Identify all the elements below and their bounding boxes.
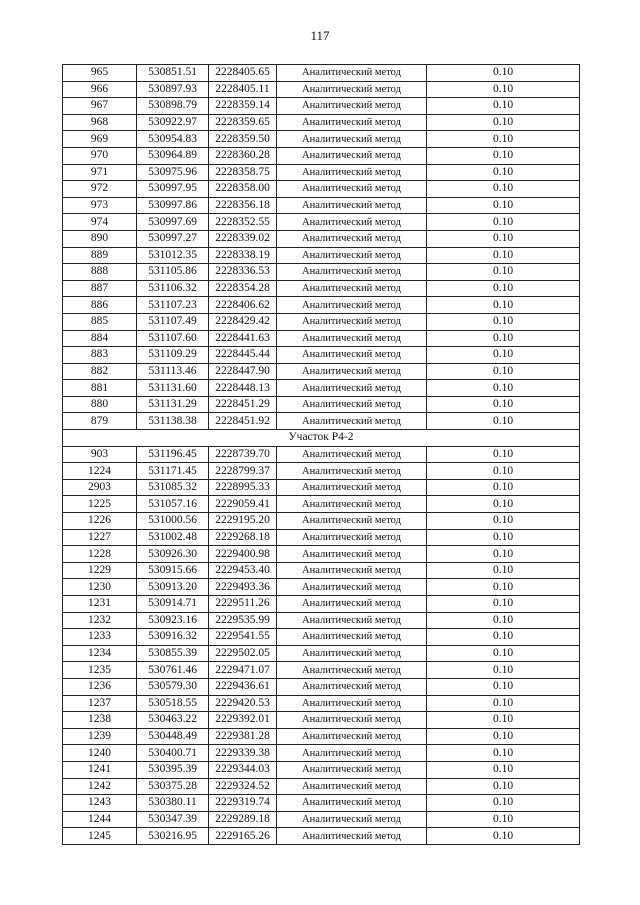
- point-number-cell: 1236: [63, 678, 137, 695]
- accuracy-value-cell: 0.10: [427, 98, 580, 115]
- method-cell: Аналитический метод: [277, 264, 427, 281]
- point-number-cell: 903: [63, 446, 137, 463]
- x-coordinate-cell: 530916.32: [137, 629, 209, 646]
- accuracy-value-cell: 0.10: [427, 645, 580, 662]
- point-number-cell: 2903: [63, 479, 137, 496]
- accuracy-value-cell: 0.10: [427, 745, 580, 762]
- x-coordinate-cell: 530975.96: [137, 164, 209, 181]
- point-number-cell: 1244: [63, 811, 137, 828]
- accuracy-value-cell: 0.10: [427, 811, 580, 828]
- x-coordinate-cell: 530997.95: [137, 181, 209, 198]
- table-row: [63, 413, 580, 430]
- method-cell: Аналитический метод: [277, 396, 427, 413]
- table-row: [63, 98, 580, 115]
- method-cell: Аналитический метод: [277, 695, 427, 712]
- x-coordinate-cell: 531012.35: [137, 247, 209, 264]
- point-number-cell: 1229: [63, 562, 137, 579]
- accuracy-value-cell: 0.10: [427, 795, 580, 812]
- x-coordinate-cell: 530761.46: [137, 662, 209, 679]
- point-number-cell: 889: [63, 247, 137, 264]
- x-coordinate-cell: 530375.28: [137, 778, 209, 795]
- accuracy-value-cell: 0.10: [427, 347, 580, 364]
- method-cell: Аналитический метод: [277, 645, 427, 662]
- point-number-cell: 1238: [63, 712, 137, 729]
- point-number-cell: 965: [63, 65, 137, 82]
- point-number-cell: 1243: [63, 795, 137, 812]
- point-number-cell: 1239: [63, 728, 137, 745]
- method-cell: Аналитический метод: [277, 795, 427, 812]
- point-number-cell: 1240: [63, 745, 137, 762]
- method-cell: Аналитический метод: [277, 280, 427, 297]
- table-row: [63, 761, 580, 778]
- method-cell: Аналитический метод: [277, 413, 427, 430]
- point-number-cell: 1227: [63, 529, 137, 546]
- y-coordinate-cell: 2229453.40: [209, 562, 277, 579]
- x-coordinate-cell: 531171.45: [137, 463, 209, 480]
- table-row: [63, 529, 580, 546]
- accuracy-value-cell: 0.10: [427, 579, 580, 596]
- y-coordinate-cell: 2228359.65: [209, 114, 277, 131]
- y-coordinate-cell: 2229268.18: [209, 529, 277, 546]
- y-coordinate-cell: 2228352.55: [209, 214, 277, 231]
- accuracy-value-cell: 0.10: [427, 778, 580, 795]
- x-coordinate-cell: 531107.60: [137, 330, 209, 347]
- y-coordinate-cell: 2229319.74: [209, 795, 277, 812]
- accuracy-value-cell: 0.10: [427, 828, 580, 845]
- coordinates-table: [62, 64, 580, 845]
- point-number-cell: 1233: [63, 629, 137, 646]
- y-coordinate-cell: 2228441.63: [209, 330, 277, 347]
- y-coordinate-cell: 2228995.33: [209, 479, 277, 496]
- y-coordinate-cell: 2228336.53: [209, 264, 277, 281]
- table-row: [63, 247, 580, 264]
- table-row: [63, 280, 580, 297]
- y-coordinate-cell: 2228406.62: [209, 297, 277, 314]
- method-cell: Аналитический метод: [277, 297, 427, 314]
- x-coordinate-cell: 531131.29: [137, 396, 209, 413]
- method-cell: Аналитический метод: [277, 479, 427, 496]
- point-number-cell: 1224: [63, 463, 137, 480]
- table-row: [63, 479, 580, 496]
- table-row: [63, 446, 580, 463]
- point-number-cell: 880: [63, 396, 137, 413]
- y-coordinate-cell: 2228356.18: [209, 197, 277, 214]
- accuracy-value-cell: 0.10: [427, 65, 580, 82]
- method-cell: Аналитический метод: [277, 81, 427, 98]
- method-cell: Аналитический метод: [277, 197, 427, 214]
- point-number-cell: 973: [63, 197, 137, 214]
- x-coordinate-cell: 531107.23: [137, 297, 209, 314]
- y-coordinate-cell: 2229493.36: [209, 579, 277, 596]
- x-coordinate-cell: 531085.32: [137, 479, 209, 496]
- method-cell: Аналитический метод: [277, 712, 427, 729]
- accuracy-value-cell: 0.10: [427, 114, 580, 131]
- y-coordinate-cell: 2228359.14: [209, 98, 277, 115]
- point-number-cell: 1228: [63, 546, 137, 563]
- page-number: 117: [310, 28, 330, 43]
- accuracy-value-cell: 0.10: [427, 562, 580, 579]
- table-row: [63, 264, 580, 281]
- table-row: [63, 330, 580, 347]
- table-row: [63, 662, 580, 679]
- point-number-cell: 966: [63, 81, 137, 98]
- method-cell: Аналитический метод: [277, 728, 427, 745]
- point-number-cell: 887: [63, 280, 137, 297]
- table-row: [63, 396, 580, 413]
- point-number-cell: 968: [63, 114, 137, 131]
- x-coordinate-cell: 531131.60: [137, 380, 209, 397]
- y-coordinate-cell: 2228799.37: [209, 463, 277, 480]
- table-row: [63, 612, 580, 629]
- accuracy-value-cell: 0.10: [427, 629, 580, 646]
- method-cell: Аналитический метод: [277, 612, 427, 629]
- x-coordinate-cell: 530997.27: [137, 230, 209, 247]
- x-coordinate-cell: 530997.86: [137, 197, 209, 214]
- table-row: [63, 363, 580, 380]
- accuracy-value-cell: 0.10: [427, 81, 580, 98]
- method-cell: Аналитический метод: [277, 164, 427, 181]
- accuracy-value-cell: 0.10: [427, 695, 580, 712]
- table-row: [63, 230, 580, 247]
- accuracy-value-cell: 0.10: [427, 297, 580, 314]
- method-cell: Аналитический метод: [277, 513, 427, 530]
- table-row: [63, 695, 580, 712]
- accuracy-value-cell: 0.10: [427, 413, 580, 430]
- table-row: [63, 496, 580, 513]
- point-number-cell: 1225: [63, 496, 137, 513]
- point-number-cell: 883: [63, 347, 137, 364]
- method-cell: Аналитический метод: [277, 363, 427, 380]
- table-row: [63, 313, 580, 330]
- x-coordinate-cell: 531057.16: [137, 496, 209, 513]
- accuracy-value-cell: 0.10: [427, 712, 580, 729]
- y-coordinate-cell: 2228338.19: [209, 247, 277, 264]
- accuracy-value-cell: 0.10: [427, 181, 580, 198]
- point-number-cell: 1242: [63, 778, 137, 795]
- method-cell: Аналитический метод: [277, 761, 427, 778]
- accuracy-value-cell: 0.10: [427, 446, 580, 463]
- table-row: [63, 828, 580, 845]
- method-cell: Аналитический метод: [277, 745, 427, 762]
- accuracy-value-cell: 0.10: [427, 479, 580, 496]
- y-coordinate-cell: 2229059.41: [209, 496, 277, 513]
- method-cell: Аналитический метод: [277, 98, 427, 115]
- y-coordinate-cell: 2229324.52: [209, 778, 277, 795]
- method-cell: Аналитический метод: [277, 380, 427, 397]
- y-coordinate-cell: 2229289.18: [209, 811, 277, 828]
- method-cell: Аналитический метод: [277, 147, 427, 164]
- y-coordinate-cell: 2228447.90: [209, 363, 277, 380]
- x-coordinate-cell: 531002.48: [137, 529, 209, 546]
- y-coordinate-cell: 2228354.28: [209, 280, 277, 297]
- x-coordinate-cell: 530347.39: [137, 811, 209, 828]
- y-coordinate-cell: 2229502.05: [209, 645, 277, 662]
- y-coordinate-cell: 2228358.00: [209, 181, 277, 198]
- table-row: [63, 347, 580, 364]
- table-row: [63, 728, 580, 745]
- accuracy-value-cell: 0.10: [427, 264, 580, 281]
- point-number-cell: 890: [63, 230, 137, 247]
- x-coordinate-cell: 531109.29: [137, 347, 209, 364]
- x-coordinate-cell: 530851.51: [137, 65, 209, 82]
- point-number-cell: 1226: [63, 513, 137, 530]
- method-cell: Аналитический метод: [277, 629, 427, 646]
- point-number-cell: 974: [63, 214, 137, 231]
- table-row: [63, 645, 580, 662]
- y-coordinate-cell: 2228405.11: [209, 81, 277, 98]
- x-coordinate-cell: 530400.71: [137, 745, 209, 762]
- x-coordinate-cell: 530914.71: [137, 596, 209, 613]
- y-coordinate-cell: 2228739.70: [209, 446, 277, 463]
- table-row: [63, 197, 580, 214]
- accuracy-value-cell: 0.10: [427, 247, 580, 264]
- table-row: [63, 114, 580, 131]
- method-cell: Аналитический метод: [277, 446, 427, 463]
- method-cell: Аналитический метод: [277, 114, 427, 131]
- x-coordinate-cell: 531105.86: [137, 264, 209, 281]
- table-row: [63, 81, 580, 98]
- method-cell: Аналитический метод: [277, 662, 427, 679]
- method-cell: Аналитический метод: [277, 811, 427, 828]
- accuracy-value-cell: 0.10: [427, 131, 580, 148]
- method-cell: Аналитический метод: [277, 247, 427, 264]
- y-coordinate-cell: 2229400.98: [209, 546, 277, 563]
- x-coordinate-cell: 530898.79: [137, 98, 209, 115]
- y-coordinate-cell: 2228339.02: [209, 230, 277, 247]
- method-cell: Аналитический метод: [277, 778, 427, 795]
- method-cell: Аналитический метод: [277, 313, 427, 330]
- method-cell: Аналитический метод: [277, 347, 427, 364]
- point-number-cell: 879: [63, 413, 137, 430]
- method-cell: Аналитический метод: [277, 496, 427, 513]
- x-coordinate-cell: 530897.93: [137, 81, 209, 98]
- point-number-cell: 1235: [63, 662, 137, 679]
- y-coordinate-cell: 2229420.53: [209, 695, 277, 712]
- x-coordinate-cell: 531106.32: [137, 280, 209, 297]
- y-coordinate-cell: 2229541.55: [209, 629, 277, 646]
- y-coordinate-cell: 2228448.13: [209, 380, 277, 397]
- accuracy-value-cell: 0.10: [427, 612, 580, 629]
- accuracy-value-cell: 0.10: [427, 164, 580, 181]
- table-row: [63, 596, 580, 613]
- x-coordinate-cell: 531107.49: [137, 313, 209, 330]
- point-number-cell: 886: [63, 297, 137, 314]
- y-coordinate-cell: 2229381.28: [209, 728, 277, 745]
- x-coordinate-cell: 530923.16: [137, 612, 209, 629]
- x-coordinate-cell: 530915.66: [137, 562, 209, 579]
- table-row: [63, 678, 580, 695]
- x-coordinate-cell: 530926.30: [137, 546, 209, 563]
- point-number-cell: 885: [63, 313, 137, 330]
- method-cell: Аналитический метод: [277, 65, 427, 82]
- x-coordinate-cell: 531196.45: [137, 446, 209, 463]
- method-cell: Аналитический метод: [277, 546, 427, 563]
- point-number-cell: 1234: [63, 645, 137, 662]
- accuracy-value-cell: 0.10: [427, 396, 580, 413]
- method-cell: Аналитический метод: [277, 463, 427, 480]
- point-number-cell: 1245: [63, 828, 137, 845]
- table-row: [63, 712, 580, 729]
- point-number-cell: 888: [63, 264, 137, 281]
- table-row: [63, 214, 580, 231]
- accuracy-value-cell: 0.10: [427, 147, 580, 164]
- x-coordinate-cell: 530913.20: [137, 579, 209, 596]
- x-coordinate-cell: 530954.83: [137, 131, 209, 148]
- point-number-cell: 1241: [63, 761, 137, 778]
- y-coordinate-cell: 2229535.99: [209, 612, 277, 629]
- point-number-cell: 972: [63, 181, 137, 198]
- method-cell: Аналитический метод: [277, 529, 427, 546]
- y-coordinate-cell: 2229344.03: [209, 761, 277, 778]
- method-cell: Аналитический метод: [277, 678, 427, 695]
- table-row: [63, 745, 580, 762]
- table-row: [63, 513, 580, 530]
- x-coordinate-cell: 531138.38: [137, 413, 209, 430]
- accuracy-value-cell: 0.10: [427, 197, 580, 214]
- y-coordinate-cell: 2229392.01: [209, 712, 277, 729]
- x-coordinate-cell: 530463.22: [137, 712, 209, 729]
- table-row: [63, 147, 580, 164]
- x-coordinate-cell: 530579.30: [137, 678, 209, 695]
- accuracy-value-cell: 0.10: [427, 678, 580, 695]
- x-coordinate-cell: 530518.55: [137, 695, 209, 712]
- point-number-cell: 1237: [63, 695, 137, 712]
- x-coordinate-cell: 530964.89: [137, 147, 209, 164]
- table-row: [63, 811, 580, 828]
- table-row: [63, 546, 580, 563]
- point-number-cell: 967: [63, 98, 137, 115]
- table-row: [63, 131, 580, 148]
- table-row: [63, 562, 580, 579]
- accuracy-value-cell: 0.10: [427, 313, 580, 330]
- y-coordinate-cell: 2229339.38: [209, 745, 277, 762]
- x-coordinate-cell: 530216.95: [137, 828, 209, 845]
- x-coordinate-cell: 530448.49: [137, 728, 209, 745]
- point-number-cell: 969: [63, 131, 137, 148]
- accuracy-value-cell: 0.10: [427, 496, 580, 513]
- table-row: [63, 579, 580, 596]
- y-coordinate-cell: 2229511.26: [209, 596, 277, 613]
- point-number-cell: 971: [63, 164, 137, 181]
- y-coordinate-cell: 2229165.26: [209, 828, 277, 845]
- point-number-cell: 1232: [63, 612, 137, 629]
- method-cell: Аналитический метод: [277, 579, 427, 596]
- point-number-cell: 881: [63, 380, 137, 397]
- point-number-cell: 882: [63, 363, 137, 380]
- y-coordinate-cell: 2229471.07: [209, 662, 277, 679]
- x-coordinate-cell: 531000.56: [137, 513, 209, 530]
- point-number-cell: 884: [63, 330, 137, 347]
- y-coordinate-cell: 2228358.75: [209, 164, 277, 181]
- method-cell: Аналитический метод: [277, 330, 427, 347]
- table-row: [63, 181, 580, 198]
- x-coordinate-cell: 530922.97: [137, 114, 209, 131]
- accuracy-value-cell: 0.10: [427, 596, 580, 613]
- method-cell: Аналитический метод: [277, 181, 427, 198]
- method-cell: Аналитический метод: [277, 230, 427, 247]
- y-coordinate-cell: 2229436.61: [209, 678, 277, 695]
- accuracy-value-cell: 0.10: [427, 463, 580, 480]
- accuracy-value-cell: 0.10: [427, 761, 580, 778]
- method-cell: Аналитический метод: [277, 596, 427, 613]
- method-cell: Аналитический метод: [277, 214, 427, 231]
- table-row: [63, 297, 580, 314]
- y-coordinate-cell: 2228359.50: [209, 131, 277, 148]
- x-coordinate-cell: 530395.39: [137, 761, 209, 778]
- accuracy-value-cell: 0.10: [427, 529, 580, 546]
- y-coordinate-cell: 2229195.20: [209, 513, 277, 530]
- accuracy-value-cell: 0.10: [427, 662, 580, 679]
- y-coordinate-cell: 2228429.42: [209, 313, 277, 330]
- x-coordinate-cell: 530855.39: [137, 645, 209, 662]
- accuracy-value-cell: 0.10: [427, 363, 580, 380]
- accuracy-value-cell: 0.10: [427, 728, 580, 745]
- accuracy-value-cell: 0.10: [427, 214, 580, 231]
- accuracy-value-cell: 0.10: [427, 380, 580, 397]
- x-coordinate-cell: 530997.69: [137, 214, 209, 231]
- table-row: [63, 778, 580, 795]
- point-number-cell: 1230: [63, 579, 137, 596]
- y-coordinate-cell: 2228360.28: [209, 147, 277, 164]
- table-row: [63, 795, 580, 812]
- method-cell: Аналитический метод: [277, 131, 427, 148]
- y-coordinate-cell: 2228451.92: [209, 413, 277, 430]
- accuracy-value-cell: 0.10: [427, 230, 580, 247]
- table-row: [63, 65, 580, 82]
- accuracy-value-cell: 0.10: [427, 330, 580, 347]
- accuracy-value-cell: 0.10: [427, 513, 580, 530]
- y-coordinate-cell: 2228405.65: [209, 65, 277, 82]
- y-coordinate-cell: 2228451.29: [209, 396, 277, 413]
- point-number-cell: 1231: [63, 596, 137, 613]
- x-coordinate-cell: 531113.46: [137, 363, 209, 380]
- point-number-cell: 970: [63, 147, 137, 164]
- method-cell: Аналитический метод: [277, 562, 427, 579]
- accuracy-value-cell: 0.10: [427, 546, 580, 563]
- table-row: [63, 463, 580, 480]
- coordinates-table-body: [63, 65, 580, 845]
- table-row: [63, 164, 580, 181]
- x-coordinate-cell: 530380.11: [137, 795, 209, 812]
- method-cell: Аналитический метод: [277, 828, 427, 845]
- y-coordinate-cell: 2228445.44: [209, 347, 277, 364]
- table-row: [63, 380, 580, 397]
- table-row: [63, 629, 580, 646]
- section-title: Участок Р4-2: [63, 430, 580, 447]
- section-header-row: [63, 430, 580, 447]
- accuracy-value-cell: 0.10: [427, 280, 580, 297]
